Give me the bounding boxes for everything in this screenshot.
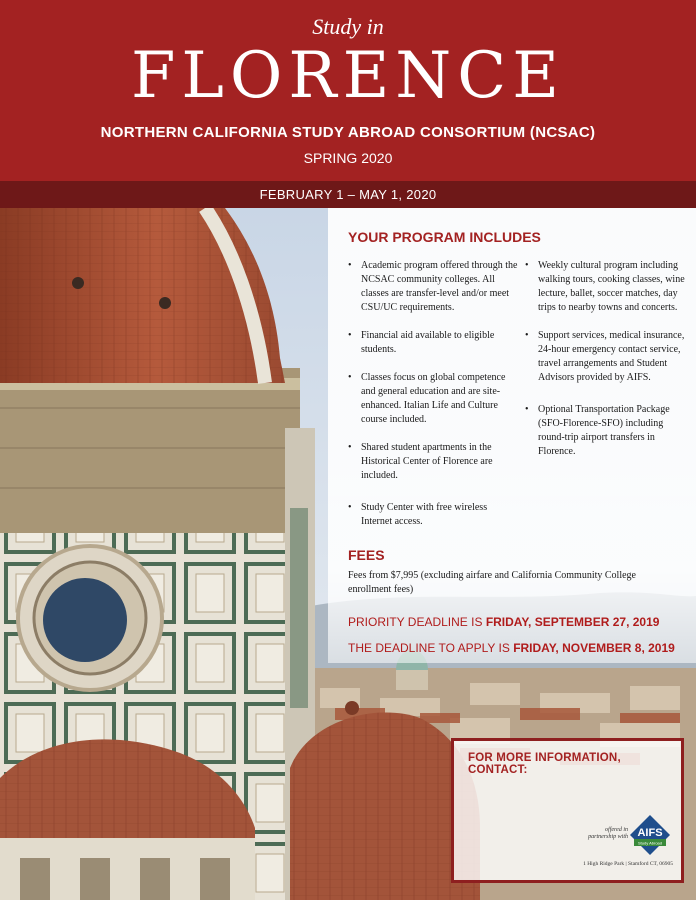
contact-title: FOR MORE INFORMATION, CONTACT: [468, 752, 621, 776]
list-item: • Shared student apartments in the Historical Center of Florence are included. [348, 441, 518, 483]
offered-in-partnership [570, 827, 628, 841]
list-item: • Study Center with free wireless Internet access. [348, 501, 518, 529]
offered-line: offered in [605, 827, 628, 833]
apply-deadline [348, 641, 675, 655]
aifs-logo[interactable] [628, 813, 672, 857]
date-bar: FEBRUARY 1 – MAY 1, 2020 [0, 181, 696, 208]
priority-deadline-label: PRIORITY DEADLINE IS [348, 615, 486, 629]
program-right-column [525, 259, 687, 473]
term-label: SPRING 2020 [303, 150, 393, 166]
priority-deadline [348, 615, 659, 629]
city-title: FLORENCE [131, 39, 565, 113]
list-item: • Classes focus on global competence and general education and are site-enhanced. Italian Life and Culture course included. [348, 371, 518, 427]
list-item: • Support services, medical insurance, 24-hour emergency contact service, travel arrangements and Student Advisors provided by AIFS. [525, 329, 687, 385]
study-in-label: Study in [312, 14, 384, 39]
list-item: • Academic program offered through the NCSAC community colleges. All classes are transfer-level and/or meet CSU/UC requirements. [348, 259, 518, 315]
address: 1 High Ridge Park | Stamford CT, 06905 [583, 861, 673, 867]
list-item: • Financial aid available to eligible students. [348, 329, 518, 357]
partnership-line: partnership with [588, 834, 628, 840]
list-item: • Optional Transportation Package (SFO-Florence-SFO) including round-trip airport transfers in Florence. [525, 403, 687, 459]
apply-deadline-date: FRIDAY, NOVEMBER 8, 2019 [513, 641, 675, 655]
contact-box [451, 738, 684, 883]
header-banner [0, 0, 696, 181]
aifs-logo-subtext: Study Abroad [637, 840, 663, 846]
program-title: YOUR PROGRAM INCLUDES [348, 229, 541, 245]
fees-title: FEES [348, 547, 385, 563]
apply-deadline-label: THE DEADLINE TO APPLY IS [348, 641, 514, 655]
list-item: • Weekly cultural program including walking tours, cooking classes, wine lecture, ballet, soccer matches, day trips to nearby towns and concerts. [525, 259, 687, 315]
program-left-column [348, 259, 518, 543]
aifs-logo-text: AIFS [637, 827, 663, 839]
consortium-name: NORTHERN CALIFORNIA STUDY ABROAD CONSORTIUM (NCSAC) [100, 124, 596, 141]
fees-text: Fees from $7,995 (excluding airfare and California Community College enrollment fees) [348, 570, 636, 595]
priority-deadline-date: FRIDAY, SEPTEMBER 27, 2019 [485, 615, 660, 629]
